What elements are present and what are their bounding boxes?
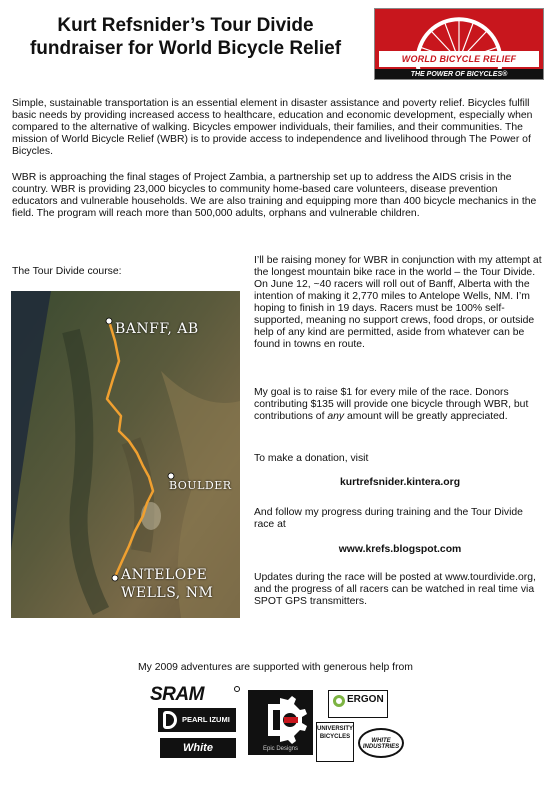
white-industries-text: WHITE INDUSTRIES [362,738,400,750]
blog-url[interactable]: www.krefs.blogspot.com [338,544,462,555]
intro-paragraph-2: WBR is approaching the final stages of Project Zambia, a partnership set up to address the AIDS crisis in the country. WBR is providing 23,000 bicycles to community home-based care volunteers, disease prevention educators and vulnerable households. We are also training and equipping more than 400 bicycle mechanics in the field. The program will reach more than 500,000 adults, orphans and vulnerable children. [12,172,537,219]
race-updates: Updates during the race will be posted at www.tourdivide.org, and the progress of all racers can be watched in real time via SPOT GPS transmitters. [254,572,536,607]
world-bicycle-relief-logo [374,8,544,80]
tour-divide-map [11,291,240,618]
white-industries-logo [358,724,404,762]
antelope-wells-marker [112,575,118,581]
race-description: I’ll be raising money for WBR in conjunction with my attempt at the longest mountain bike race in the world – the Tour Divide. On June 12, ~40 racers will roll out of Banff, Alberta with the intention of making it 2,770 miles to Antelope Wells, NM. I’m hoping to finish in 19 days. Racers must be 100% self-supported, meaning no support crews, food drops, or outside help of any kind are permitted, aside from whatever can be found in towns en route. [254,255,542,350]
fundraising-goal [254,387,546,423]
epic-designs-text: Epic Designs [262,746,298,752]
goal-text-a: My goal is to raise $1 for every mile of the race. Donors contributing $135 will provide one bicycle through WBR, but contributions of [254,387,529,422]
intro-paragraph-1: Simple, sustainable transportation is an essential element in disaster assistance and poverty relief. Bicycles fulfill basic needs by providing increased access to healthcare, education and economic development, especially when compared to the alternative of walking. Bicycles empower individuals, their families, and their communities. The mission of World Bicycle Relief (WBR) is to provide access to independence and livelihood through The Power of Bicycles. [12,98,533,157]
pearl-izumi-logo [158,708,236,732]
white-brothers-logo: White [160,738,236,758]
ergon-icon [333,695,345,707]
epic-designs-logo [248,690,313,755]
map-label-boulder: BOULDER [169,479,232,492]
wbr-logo-tagline: THE POWER OF BICYCLES® [375,69,543,80]
map-label-wells-nm: WELLS, NM [121,585,214,601]
sram-logo-text: SRAM [150,684,204,704]
page-title [8,14,363,60]
gear-icon [248,690,313,746]
ergon-text: ERGON [347,694,384,705]
follow-prompt: And follow my progress during training and the Tour Divide race at [254,507,523,530]
course-label: The Tour Divide course: [12,266,122,277]
university-bicycles-logo: UNIVERSITY BICYCLES [316,722,354,762]
sram-logo [150,684,242,704]
map-label-banff: BANFF, AB [115,321,199,337]
registered-icon [234,686,240,692]
wbr-logo-name: WORLD BICYCLE RELIEF [379,51,539,67]
title-line-1: Kurt Refsnider’s Tour Divide [57,15,314,36]
sponsors-intro: My 2009 adventures are supported with generous help from [138,662,413,673]
donation-prompt: To make a donation, visit [254,453,369,464]
ergon-logo [328,690,388,718]
title-line-2: fundraiser for World Bicycle Relief [29,38,342,59]
donation-url[interactable]: kurtrefsnider.kintera.org [339,477,461,488]
map-label-antelope: ANTELOPE [121,567,208,583]
goal-text-emphasis: any [327,411,345,422]
banff-marker [106,318,112,324]
pearl-izumi-text: PEARL IZUMI [182,715,230,724]
pearl-izumi-icon [163,711,177,729]
goal-text-b: amount will be greatly appreciated. [344,411,508,422]
